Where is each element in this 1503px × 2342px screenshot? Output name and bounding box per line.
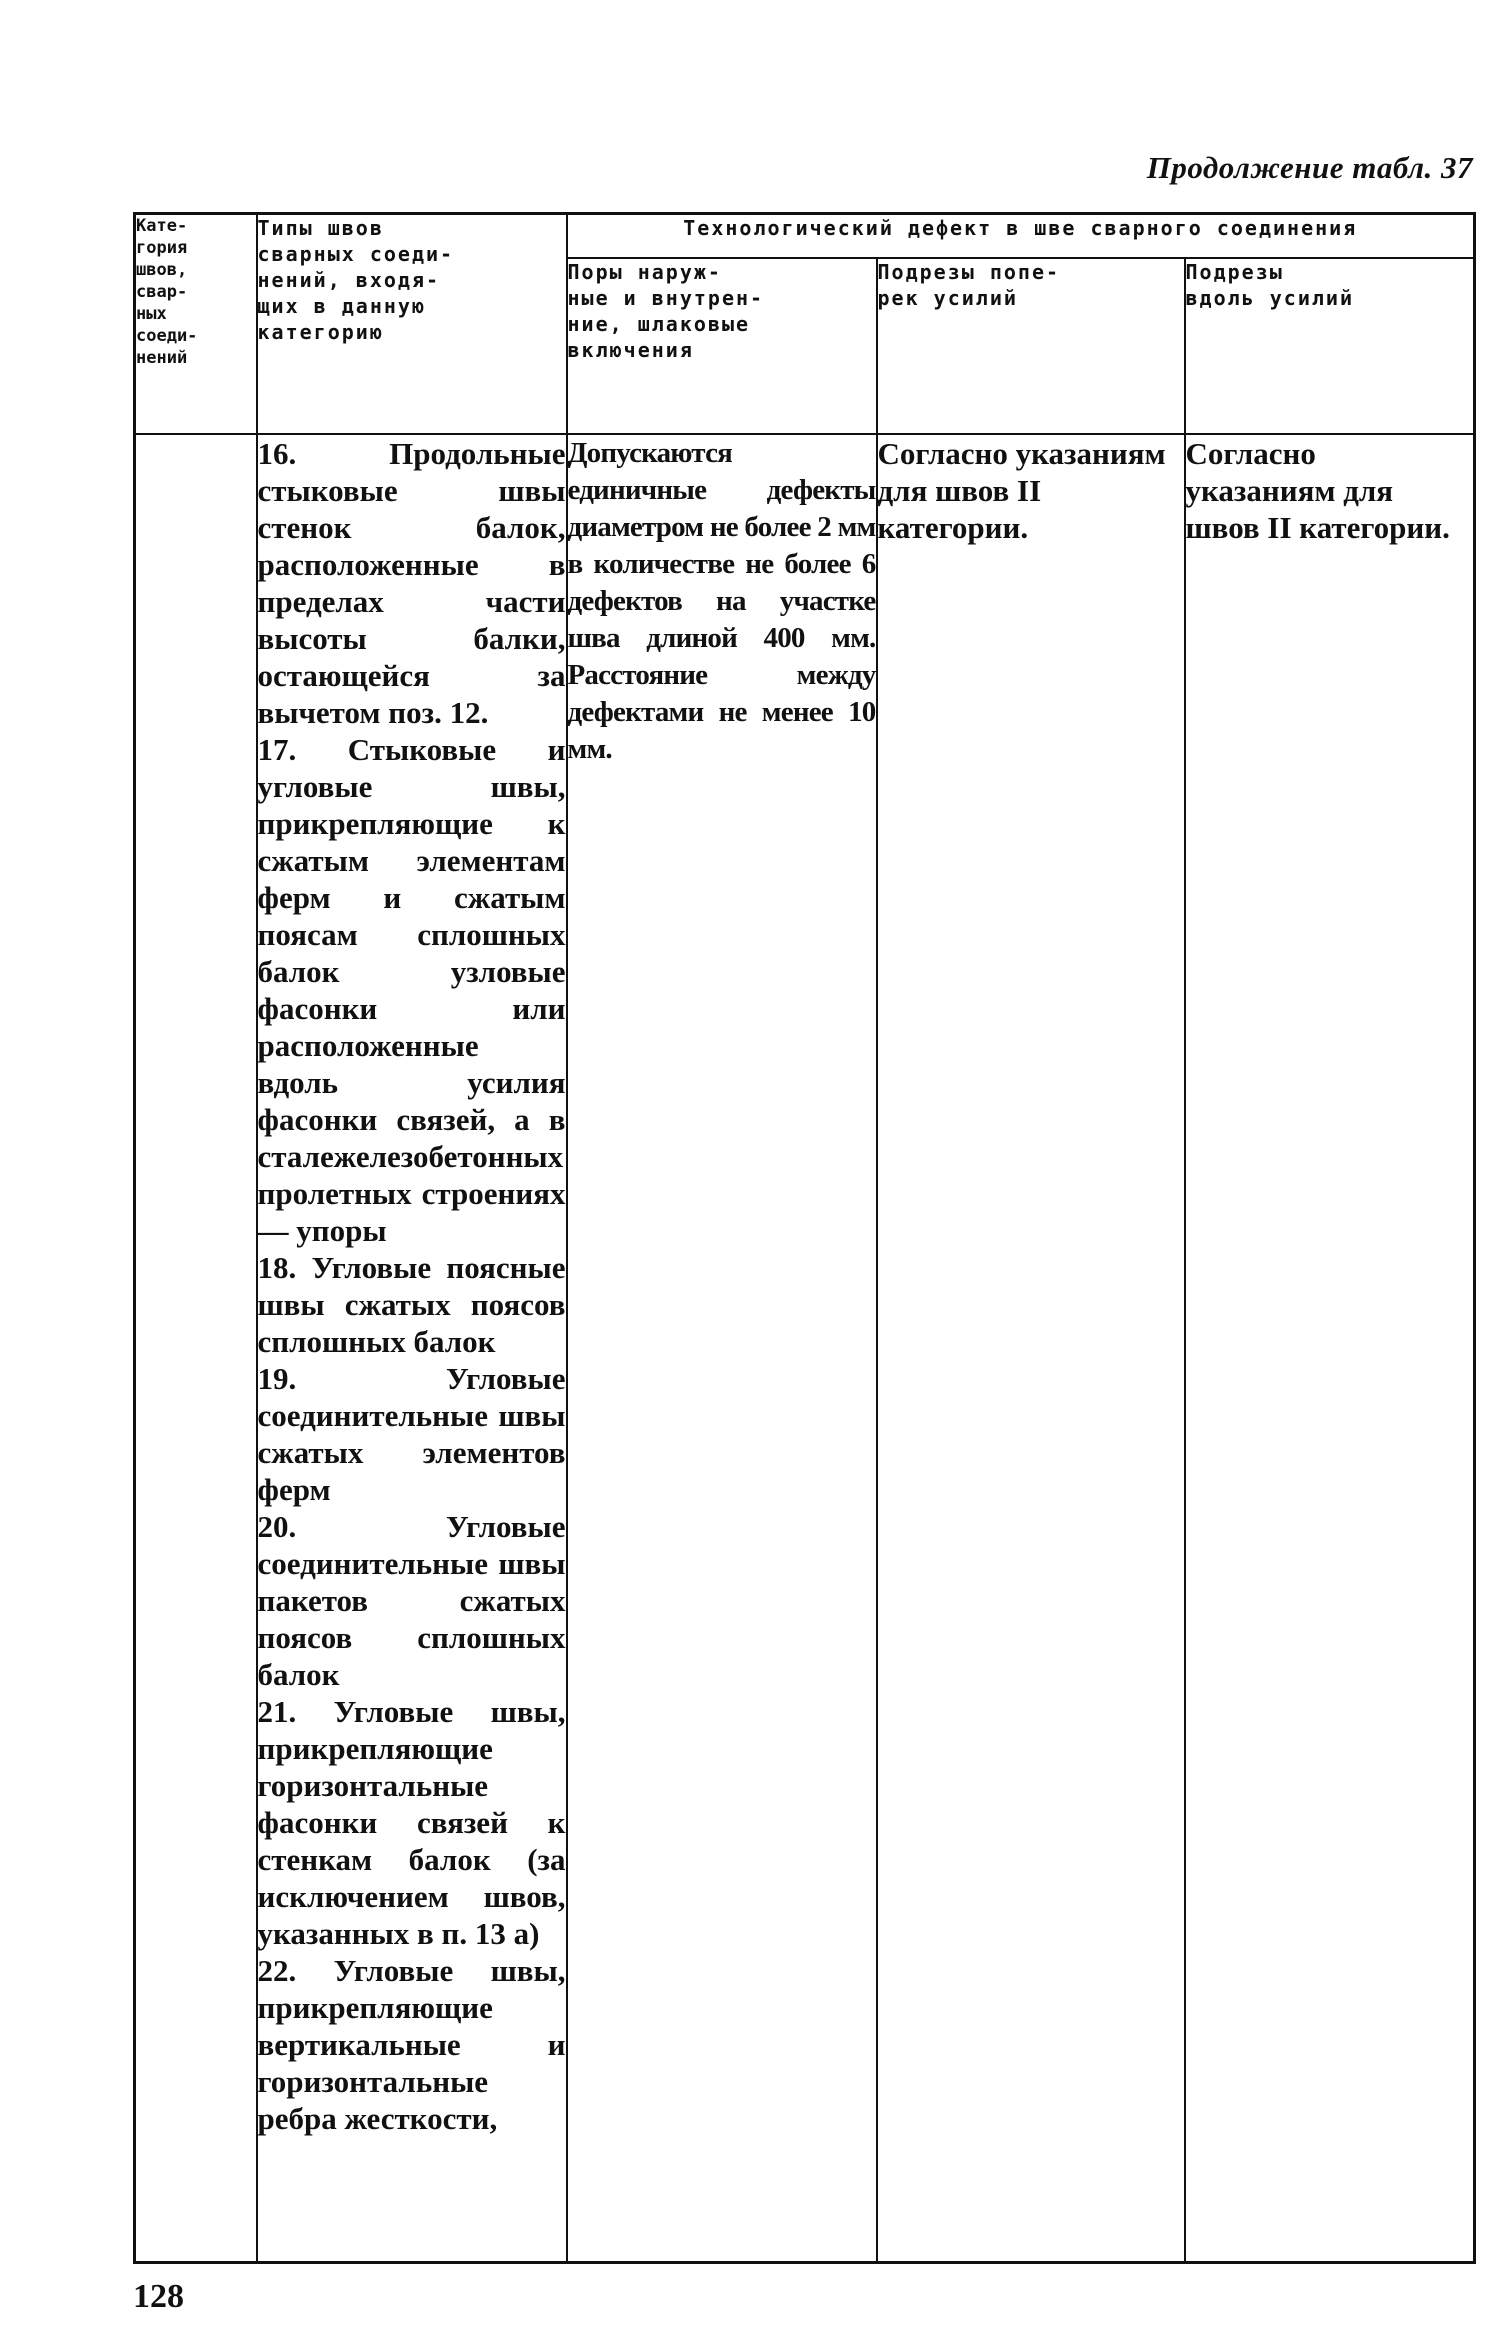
header-undercuts-across: Подрезы попе- рек усилий bbox=[877, 258, 1185, 434]
header-pores-inclusions: Поры наруж- ные и внутрен- ние, шлаковые включения bbox=[567, 258, 877, 434]
page-number: 128 bbox=[133, 2278, 184, 2315]
undercuts-across-cell: Согласно указаниям для швов II категории. bbox=[877, 434, 1185, 2263]
seam-item-19: 19. Угловые соединительные швы сжатых элементов ферм bbox=[257, 1360, 566, 1507]
seam-item-18: 18. Угловые поясные швы сжатых поясов сплошных балок bbox=[257, 1249, 566, 1359]
seam-item-21: 21. Угловые швы, прикрепляющие горизонтальные фасонки связей к стенкам балок (за исключением швов, указанных в п. 13 а) bbox=[257, 1693, 566, 1951]
header-category: Кате- гория швов, свар- ных соеди- нений bbox=[135, 214, 257, 434]
seam-item-22: 22. Угловые швы, прикрепляющие вертикальные и горизонтальные ребра жесткости, bbox=[257, 1952, 566, 2136]
seam-types-cell bbox=[257, 434, 567, 2263]
header-undercuts-along: Подрезы вдоль усилий bbox=[1185, 258, 1475, 434]
header-seam-types: Типы швов сварных соеди- нений, входя- щих в данную категорию bbox=[257, 214, 567, 434]
header-technological-defect: Технологический дефект в шве сварного соединения bbox=[567, 214, 1475, 258]
undercuts-along-cell: Согласно указаниям для швов II категории. bbox=[1185, 434, 1475, 2263]
weld-defects-table bbox=[133, 212, 1476, 2264]
category-cell bbox=[135, 434, 257, 2263]
seam-item-20: 20. Угловые соединительные швы пакетов сжатых поясов сплошных балок bbox=[257, 1508, 566, 1692]
seam-item-16: 16. Продольные стыковые швы стенок балок, расположенные в пределах части высоты балки, остающейся за вычетом поз. 12. bbox=[257, 435, 566, 730]
pores-cell: Допускаются единичные дефекты диаметром не более 2 мм в количестве не более 6 дефектов на участке шва длиной 400 мм. Расстояние между дефектами не менее 10 мм. bbox=[567, 434, 877, 2263]
seam-item-17: 17. Стыковые и угловые швы, прикрепляющие к сжатым элементам ферм и сжатым поясам сплошных балок узловые фасонки или расположенные вдоль усилия фасонки связей, а в сталежелезобетонных пролетных строениях — упоры bbox=[257, 731, 566, 1248]
table-continuation-caption: Продолжение табл. 37 bbox=[1146, 150, 1473, 185]
